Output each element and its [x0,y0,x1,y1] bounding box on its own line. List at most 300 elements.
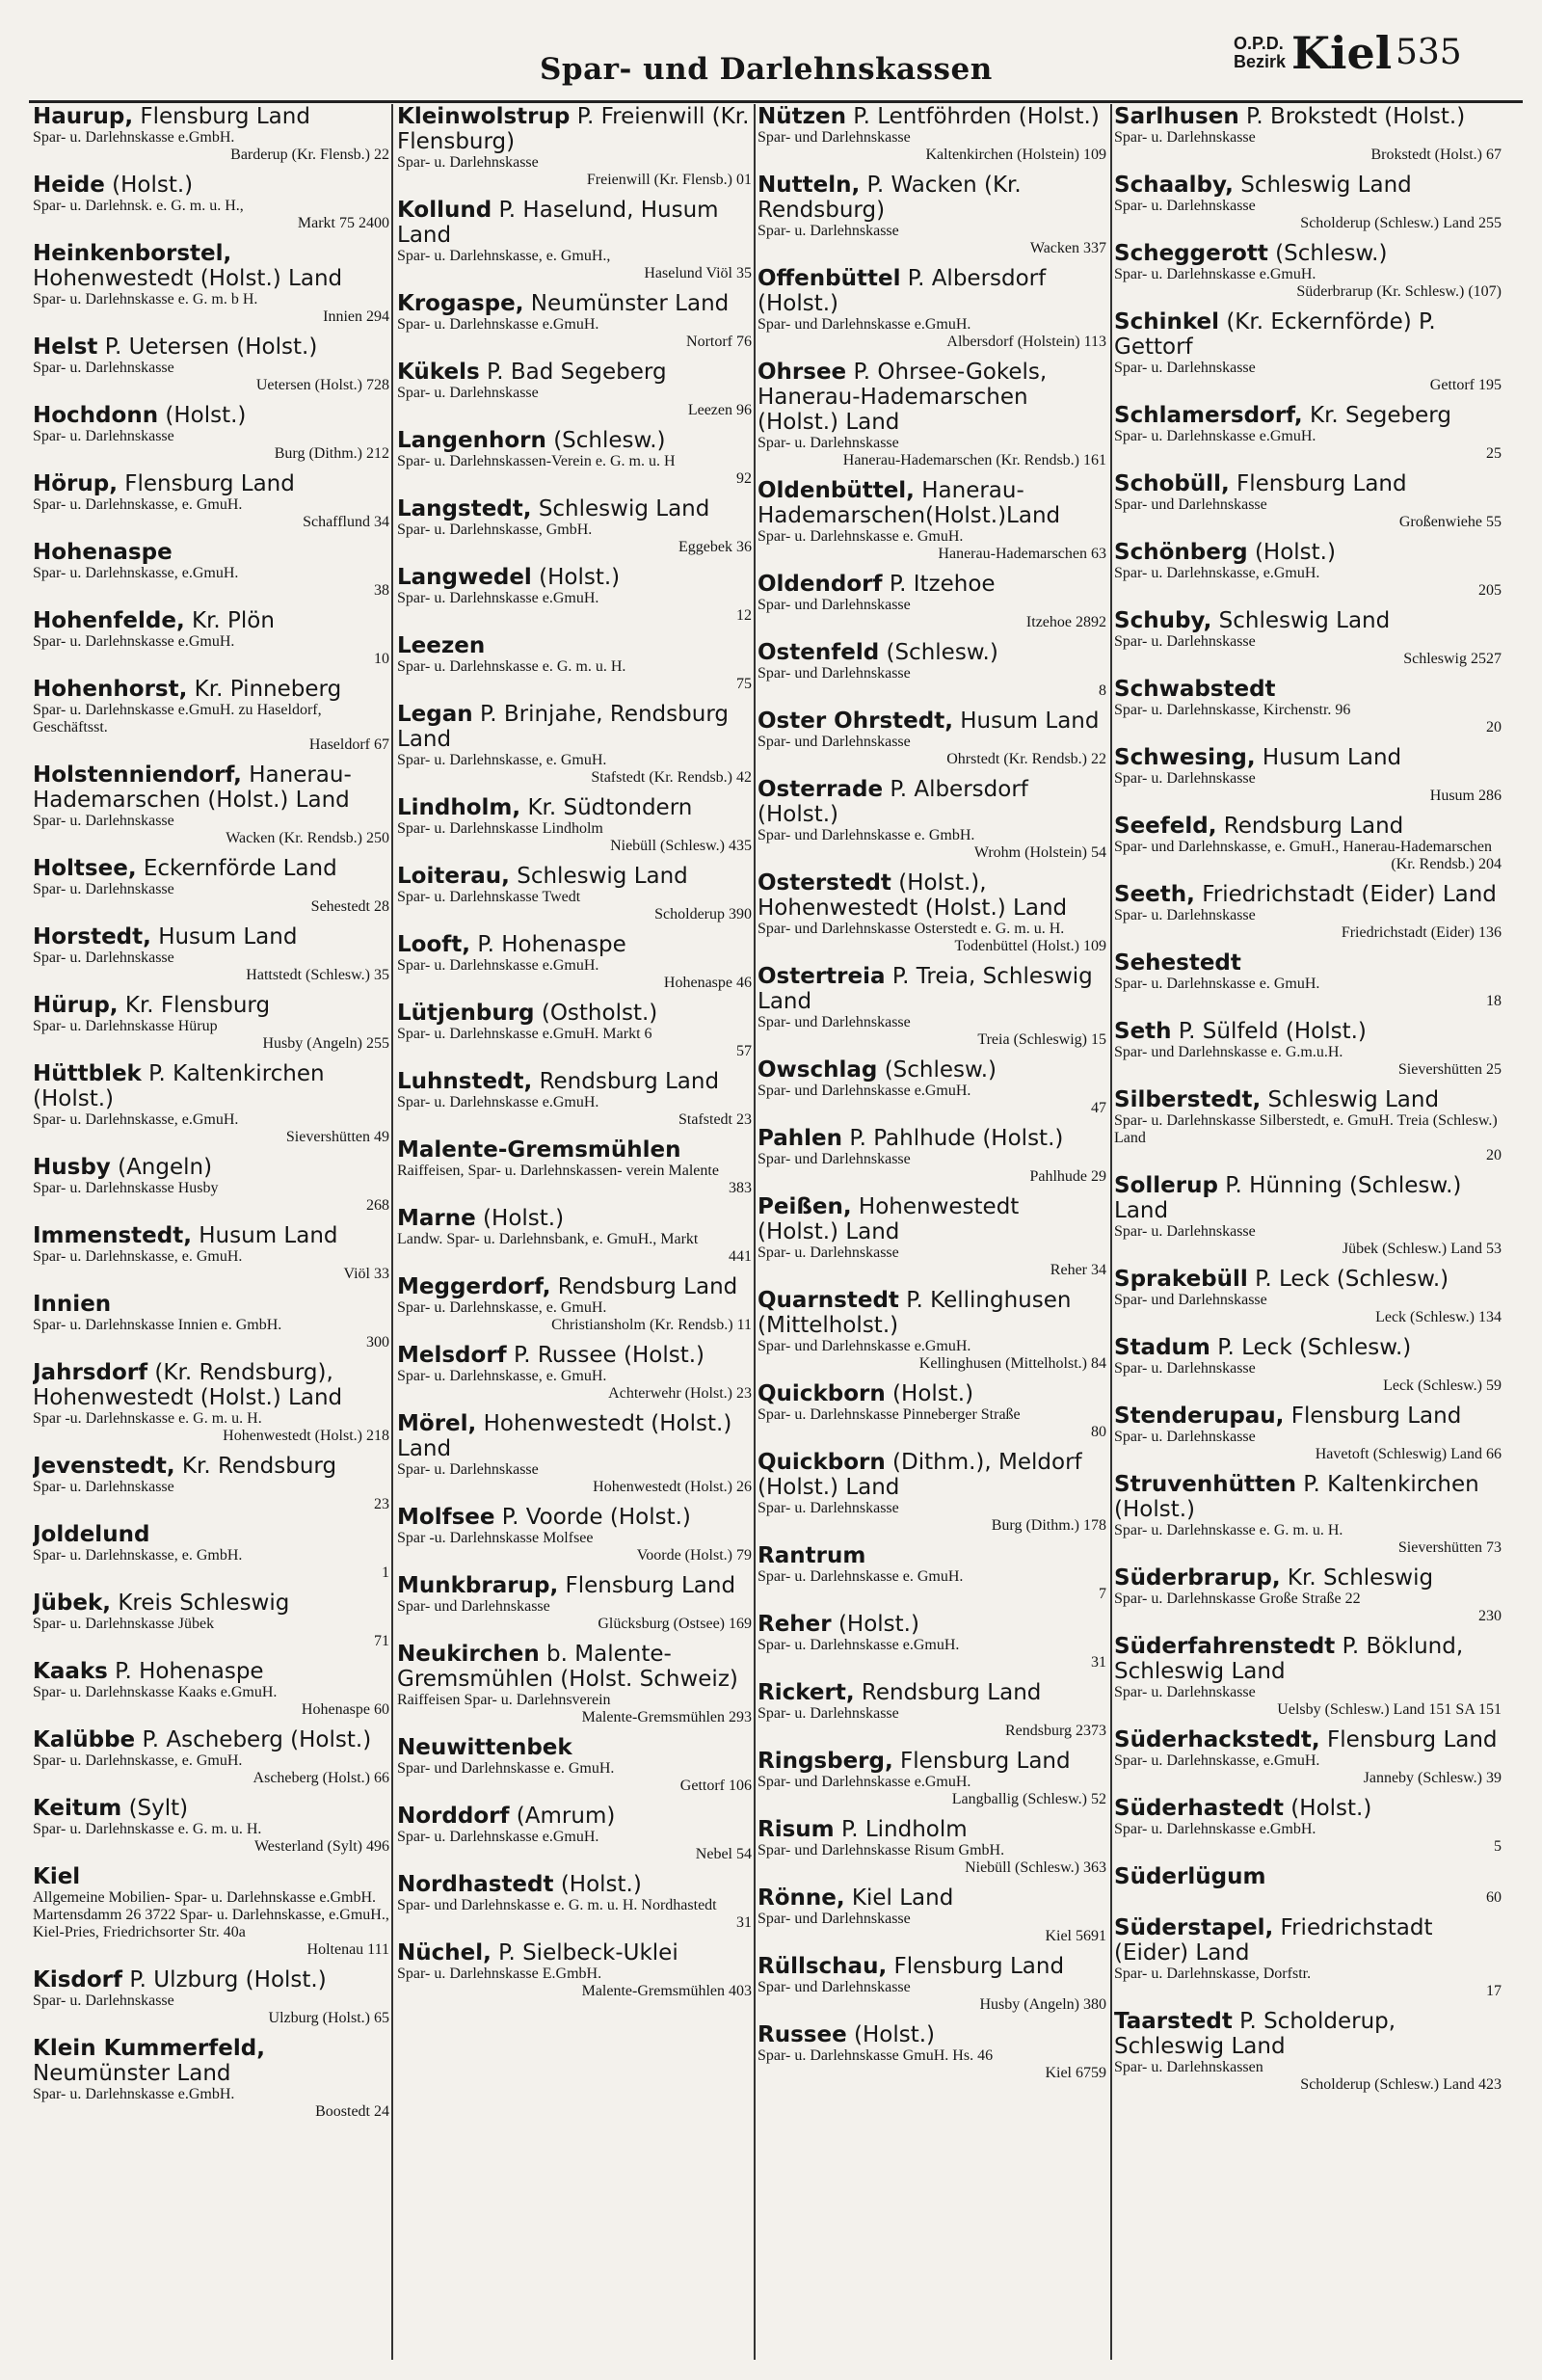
entry-name: Schwesing, [1114,745,1256,770]
entry-description: Spar- u. Darlehnskasse, e.GmuH. [1114,565,1320,581]
entry-details [1114,129,1502,164]
directory-entry [1114,1864,1502,1907]
entry-name: Sarlhusen [1114,104,1239,129]
entry-heading [758,964,1106,1014]
entry-place: Schleswig Land [1240,173,1412,198]
entry-description: Spar- u. Darlehnskasse Jübek [33,1616,215,1632]
entry-place: (Schlesw.) [1275,241,1388,266]
entry-heading [33,762,389,813]
entry-name: Oldenbüttel, [758,478,915,503]
directory-entry [397,1274,752,1334]
entry-name: Oldendorf [758,572,883,597]
entry-place: (Dithm.), Meldorf (Holst.) Land [758,1450,1082,1500]
entry-address-phone: Malente-Gremsmühlen 293 [581,1709,752,1725]
entry-address-phone: 25 [1486,445,1502,462]
entry-address-phone: Stafstedt (Kr. Rendsb.) 42 [591,769,752,786]
entry-heading [1114,1864,1502,1889]
entry-details [397,385,752,419]
entry-name: Holtsee, [33,856,137,881]
entry-name: Ostertreia [758,964,886,989]
entry-address-phone: Glücksburg (Ostsee) 169 [598,1616,752,1632]
entry-details [1114,266,1502,301]
directory-entry [33,856,389,916]
entry-name: Risum [758,1817,835,1842]
directory-entry [758,478,1106,563]
entry-description: Spar- u. Darlehnskasse, GmbH. [397,521,593,538]
entry-details [758,1083,1106,1117]
entry-description: Spar- und Darlehnskasse [758,1014,911,1030]
directory-entry [397,428,752,488]
entry-heading [758,1126,1106,1151]
entry-address-phone: Janneby (Schlesw.) 39 [1363,1770,1502,1786]
entry-details [758,1244,1106,1279]
entry-heading [33,2036,389,2086]
directory-entry [397,1137,752,1197]
entry-address-phone: 57 [736,1043,752,1059]
entry-address-phone: 47 [1091,1100,1106,1116]
entry-details [33,1821,389,1856]
entry-place: Kr. Pinneberg [194,677,342,702]
entry-address-phone: Kellinghusen (Mittelholst.) 84 [918,1355,1106,1372]
entry-name: Helst [33,334,98,360]
entry-place: Rendsburg Land [539,1069,720,1094]
directory-entry [1114,677,1502,736]
directory-entry [758,870,1106,955]
entry-description: Spar- u. Darlehnskasse e. GmuH. [1114,976,1320,992]
entry-description: Spar- u. Darlehnskasse, e. GmuH. [397,1368,607,1384]
entry-details [758,528,1106,563]
entry-description: Spar- u. Darlehnskasse, e.GmuH. [33,1111,239,1128]
entry-name: Ostenfeld [758,640,880,665]
entry-heading [1114,1267,1502,1292]
entry-heading [33,1864,389,1889]
entry-heading [758,1057,1106,1083]
entry-name: Looft, [397,932,470,957]
entry-place: P. Brokstedt (Holst.) [1246,104,1466,129]
entry-place: P. Ohrsee-Gokels, Hanerau-Hademarschen (Holst.) Land [758,360,1048,435]
entry-name: Süderlügum [1114,1864,1266,1889]
entry-description: Spar- u. Darlehnskasse [1114,1684,1256,1700]
entry-place: Hohenwestedt (Holst.) Land [397,1411,732,1461]
entry-address-phone: Innien 294 [323,308,389,325]
entry-address-phone: Christiansholm (Kr. Rendsb.) 11 [551,1317,752,1333]
column-2 [397,104,752,2361]
directory-entry [33,993,389,1053]
entry-name: Quickborn [758,1381,886,1406]
entry-details [1114,702,1502,736]
directory-entry [1114,173,1502,232]
entry-place: Husum Land [1262,745,1402,770]
entry-description: Spar- u. Darlehnskasse, e.GmuH. [1114,1752,1320,1769]
entry-heading [33,1155,389,1180]
entry-name: Kleinwolstrup [397,104,571,129]
entry-description: Spar- u. Darlehnskasse [33,1992,174,2009]
entry-details [758,1568,1106,1603]
entry-name: Süderhastedt [1114,1796,1284,1821]
entry-details [33,2086,389,2121]
entry-description: Spar- u. Darlehnskasse [33,949,174,966]
entry-details [33,1752,389,1787]
entry-heading [1114,403,1502,428]
entry-details [1114,633,1502,668]
entry-name: Horstedt, [33,924,151,949]
directory-entry [1114,540,1502,600]
entry-name: Schaalby, [1114,173,1234,198]
directory-entry [33,608,389,668]
entry-heading [758,360,1106,435]
entry-details [397,1760,752,1795]
entry-details [33,881,389,916]
entry-details [758,1151,1106,1186]
entry-place: (Amrum) [516,1804,616,1829]
directory-entry [397,1343,752,1403]
entry-place: Kr. Rendsburg [181,1454,337,1479]
entry-description: Spar- und Darlehnskasse e. G.m.u.H. [1114,1044,1343,1060]
entry-details [397,590,752,625]
directory-entry [33,1223,389,1283]
entry-details [758,734,1106,768]
entry-name: Schobüll, [1114,471,1230,496]
directory-entry [33,1796,389,1856]
entry-place: (Kr. Eckernförde) P. Gettorf [1114,309,1436,360]
entry-address-phone: 8 [1099,682,1106,699]
entry-description: Spar- u. Darlehnskasse Kaaks e.GmuH. [33,1684,278,1700]
entry-description: Spar- u. Darlehnskasse e.GmuH. [758,1637,960,1653]
entry-heading [33,540,389,565]
entry-heading [1114,608,1502,633]
entry-address-phone: Süderbrarup (Kr. Schlesw.) (107) [1296,283,1502,300]
directory-entry [33,1061,389,1146]
entry-description: Spar- u. Darlehnskasse [33,813,174,829]
entry-place: (Sylt) [128,1796,189,1821]
entry-description: Spar- u. Darlehnskasse e.GmbH. [33,129,235,146]
entry-details [1114,770,1502,805]
entry-place: (Kr. Rendsburg), Hohenwestedt (Holst.) Land [33,1360,343,1410]
directory-entry [758,1126,1106,1186]
entry-name: Haurup, [33,104,134,129]
entry-details [33,1248,389,1283]
entry-place: P. Hohenaspe [477,932,626,957]
entry-details [758,1406,1106,1441]
entry-details [397,1231,752,1266]
entry-address-phone: Sievershütten 73 [1397,1539,1502,1556]
directory-entry [397,1804,752,1863]
entry-address-phone: 38 [374,582,389,599]
entry-address-phone: 31 [1091,1654,1106,1671]
entry-name: Süderfahrenstedt [1114,1634,1336,1659]
entry-heading [33,677,389,702]
entry-name: Kalübbe [33,1727,136,1752]
directory-entry [758,1288,1106,1373]
entry-description: Spar- u. Darlehnskasse e.GmuH. Markt 6 [397,1026,652,1042]
directory-entry [33,1659,389,1719]
entry-heading [397,1573,752,1598]
entry-name: Nutteln, [758,173,861,198]
entry-description: Spar- u. Darlehnskasse e. G. m. u. H. [1114,1522,1343,1538]
entry-address-phone: Stafstedt 23 [678,1111,752,1128]
entry-heading [1114,241,1502,266]
entry-heading [397,1069,752,1094]
entry-details [758,597,1106,631]
entry-name: Hörup, [33,471,118,496]
entry-description: Raiffeisen, Spar- u. Darlehnskassen- verein Malente [397,1163,719,1179]
entry-place: P. Böklund, Schleswig Land [1114,1634,1464,1684]
entry-details [758,2047,1106,2082]
entry-address-phone: Uelsby (Schlesw.) Land 151 SA 151 [1277,1701,1502,1718]
entry-description: Spar- u. Darlehnskasse e.GmuH. [397,957,599,974]
entry-address-phone: 383 [729,1180,752,1196]
entry-heading [33,1292,389,1317]
entry-details [758,1911,1106,1945]
directory-entry [758,572,1106,631]
directory-entry [1114,2009,1502,2094]
entry-name: Rönne, [758,1885,845,1911]
entry-place: (Ostholst.) [541,1001,658,1026]
directory-entry [1114,1087,1502,1164]
entry-place: P. Kaltenkirchen (Holst.) [1114,1472,1479,1522]
entry-place: (Holst.) [539,565,621,590]
entry-place: P. Voorde (Holst.) [501,1505,691,1530]
entry-name: Klein Kummerfeld, [33,2036,265,2061]
entry-description: Spar- u. Darlehnskasse e. GmuH. [758,528,964,545]
directory-entry [758,1381,1106,1441]
entry-description: Spar- u. Darlehnskasse e.GmuH. [1114,428,1316,444]
directory-entry [758,360,1106,469]
entry-details [33,1684,389,1719]
directory-entry [397,104,752,189]
entry-place: (Angeln) [118,1155,213,1180]
entry-place: P. Scholderup, Schleswig Land [1114,2009,1396,2059]
directory-entry [758,1885,1106,1945]
entry-description: Allgemeine Mobilien- Spar- u. Darlehnskasse e.GmbH. Martensdamm 26 3722 Spar- u. Darlehnskasse, e.GmuH., Kiel-Pries, Friedrichsorter Str. 40a [33,1889,389,1940]
entry-description: Spar- u. Darlehnskasse GmuH. Hs. 46 [758,2047,994,2064]
entry-description: Spar- u. Darlehnskasse [1114,1429,1256,1445]
entry-details [33,428,389,463]
entry-name: Norddorf [397,1804,510,1829]
entry-description: Spar- u. Darlehnskasse [397,1461,539,1478]
directory-entry [397,360,752,419]
entry-details [1114,907,1502,942]
entry-name: Schuby, [1114,608,1212,633]
entry-heading [397,1804,752,1829]
entry-details [397,889,752,923]
entry-name: Owschlag [758,1057,878,1083]
directory-entry [33,677,389,754]
entry-heading [758,572,1106,597]
entry-heading [397,702,752,752]
directory-entry [33,1967,389,2027]
entry-name: Molfsee [397,1505,495,1530]
entry-address-phone: Viöl 33 [343,1266,389,1282]
entry-address-phone: Langballig (Schlesw.) 52 [951,1791,1106,1807]
entry-place: P. Leck (Schlesw.) [1255,1267,1449,1292]
entry-name: Sollerup [1114,1173,1218,1198]
entry-address-phone: Jübek (Schlesw.) Land 53 [1342,1241,1502,1257]
entry-name: Loiterau, [397,864,510,889]
entry-heading [1114,1727,1502,1752]
entry-description: Spar -u. Darlehnskasse Molfsee [397,1530,594,1546]
entry-heading [758,1450,1106,1500]
directory-entry [758,104,1106,164]
entry-address-phone: 230 [1478,1608,1502,1624]
entry-heading [1114,745,1502,770]
entry-heading [758,1381,1106,1406]
entry-description: Spar- u. Darlehnskasse e.GmuH. [397,590,599,606]
directory-entry [1114,1634,1502,1719]
entry-name: Scheggerott [1114,241,1268,266]
entry-heading [397,291,752,316]
entry-description: Spar- u. Darlehnskasse, e. GmuH. [33,1752,243,1769]
entry-name: Holstenniendorf, [33,762,242,788]
entry-description: Spar- und Darlehnskasse e.GmuH. [758,1774,971,1790]
entry-description: Spar- u. Darlehnskasse, e. GmuH., [397,248,611,264]
entry-name: Rantrum [758,1543,866,1568]
entry-place: b. Malente-Gremsmühlen (Holst. Schweiz) [397,1642,738,1692]
entry-place: (Schlesw.) [884,1057,997,1083]
entry-details [1114,1522,1502,1557]
entry-address-phone: 60 [1486,1889,1502,1906]
entry-heading [397,1735,752,1760]
directory-entry [758,1749,1106,1808]
entry-description: Spar- u. Darlehnskasse [758,1705,899,1722]
directory-entry [758,640,1106,700]
entry-name: Malente-Gremsmühlen [397,1137,681,1163]
entry-place: Flensburg Land [1236,471,1407,496]
entry-heading [33,241,389,291]
entry-place: P. Bad Segeberg [486,360,667,385]
directory-entry [33,241,389,326]
column-divider [754,104,756,2360]
entry-heading [397,496,752,521]
entry-description: Spar- u. Darlehnskasse e.GmuH. [397,1829,599,1845]
entry-heading [397,1137,752,1163]
entry-description: Spar- u. Darlehnskasse Hürup [33,1018,218,1034]
entry-details [1114,198,1502,232]
entry-description: Spar- u. Darlehnskasse Pinneberger Straße [758,1406,1021,1423]
entry-place: P. Itzehoe [889,572,996,597]
entry-description: Spar- und Darlehnskasse e.GmuH. [758,1338,971,1354]
entry-address-phone: Schleswig 2527 [1403,651,1502,667]
entry-details [1114,360,1502,394]
entry-address-phone: Hohenaspe 60 [301,1701,389,1718]
entry-name: Krogaspe, [397,291,524,316]
entry-place: P. Albersdorf (Holst.) [758,266,1047,316]
entry-details [33,1410,389,1445]
entry-name: Hohenfelde, [33,608,185,633]
entry-details [33,633,389,668]
entry-place: Kr. Südtondern [527,795,693,820]
entry-details [397,957,752,992]
entry-description: Spar- u. Darlehnskasse [758,223,899,239]
directory-entry [33,104,389,164]
directory-entry [397,1735,752,1795]
directory-entry [1114,882,1502,942]
entry-address-phone: 1 [382,1564,389,1581]
entry-address-phone: Todenbüttel (Holst.) 109 [954,938,1106,954]
column-4 [1114,104,1502,2361]
entry-details [397,658,752,693]
entry-name: Stenderupau, [1114,1404,1285,1429]
directory-entry [397,496,752,556]
entry-place: Flensburg Land [893,1954,1065,1979]
entry-description: Spar- u. Darlehnskasse Große Straße 22 [1114,1591,1361,1607]
entry-heading [758,1612,1106,1637]
entry-address-phone: Hanerau-Hademarschen 63 [938,546,1106,562]
entry-place: Kr. Flensburg [124,993,271,1018]
entry-description: Spar- u. Darlehnskasse [33,881,174,897]
entry-place: P. Ulzburg (Holst.) [129,1967,327,1992]
entry-heading [33,993,389,1018]
directory-entry [1114,1472,1502,1557]
entry-description: Spar- u. Darlehnskasse e. GmuH. [758,1568,964,1585]
entry-details [758,827,1106,862]
entry-details [1114,496,1502,531]
entry-place: Rendsburg Land [1223,814,1404,839]
entry-name: Hürup, [33,993,119,1018]
entry-address-phone: Holtenau 111 [306,1941,389,1958]
entry-details [397,1897,752,1932]
entry-name: Nüchel, [397,1940,492,1966]
entry-description: Spar- u. Darlehnskasse, Kirchenstr. 96 [1114,702,1351,718]
entry-place: P. Sülfeld (Holst.) [1178,1019,1367,1044]
entry-address-phone: Kiel 5691 [1045,1928,1106,1944]
entry-address-phone: Gettorf 195 [1429,377,1502,393]
entry-address-phone: Leezen 96 [687,402,752,418]
directory-entry [758,964,1106,1049]
entry-address-phone: 10 [374,651,389,667]
entry-heading [397,1206,752,1231]
entry-place: P. Hünning (Schlesw.) Land [1114,1173,1462,1223]
entry-details [1114,976,1502,1010]
entry-address-phone: Burg (Dithm.) 178 [991,1517,1106,1534]
entry-details [1114,1889,1502,1907]
entry-place: P. Kaltenkirchen (Holst.) [33,1061,325,1111]
entry-place: P. Wacken (Kr. Rendsburg) [758,173,1022,223]
entry-heading [758,2022,1106,2047]
entry-details [1114,1292,1502,1326]
entry-details [758,129,1106,164]
entry-heading [33,1360,389,1410]
entry-place: Kr. Plön [192,608,275,633]
entry-address-phone: Sievershütten 49 [285,1129,389,1145]
entry-details [1114,1966,1502,2000]
entry-address-phone: 20 [1486,719,1502,735]
entry-name: Reher [758,1612,832,1637]
entry-description: Spar- u. Darlehnskasse [758,1244,899,1261]
entry-place: Kr. Schleswig [1287,1565,1434,1591]
opd-label: O.P.D. [1234,34,1284,53]
entry-heading [1114,471,1502,496]
entry-description: Spar- u. Darlehnskasse [758,435,899,451]
entry-name: Kiel [33,1864,81,1889]
entry-heading [33,334,389,360]
entry-heading [33,104,389,129]
directory-entry [33,540,389,600]
directory-entry [33,1727,389,1787]
entry-address-phone: Nortorf 76 [686,334,752,350]
entry-heading [1114,1472,1502,1522]
directory-entry [758,1680,1106,1740]
entry-details [1114,1044,1502,1079]
directory-entry [397,1001,752,1060]
directory-entry [1114,1727,1502,1787]
entry-name: Leezen [397,633,486,658]
entry-name: Pahlen [758,1126,842,1151]
entry-heading [397,104,752,154]
entry-address-phone: Rendsburg 2373 [1004,1723,1106,1739]
directory-entry [758,1194,1106,1279]
entry-details [1114,1591,1502,1625]
